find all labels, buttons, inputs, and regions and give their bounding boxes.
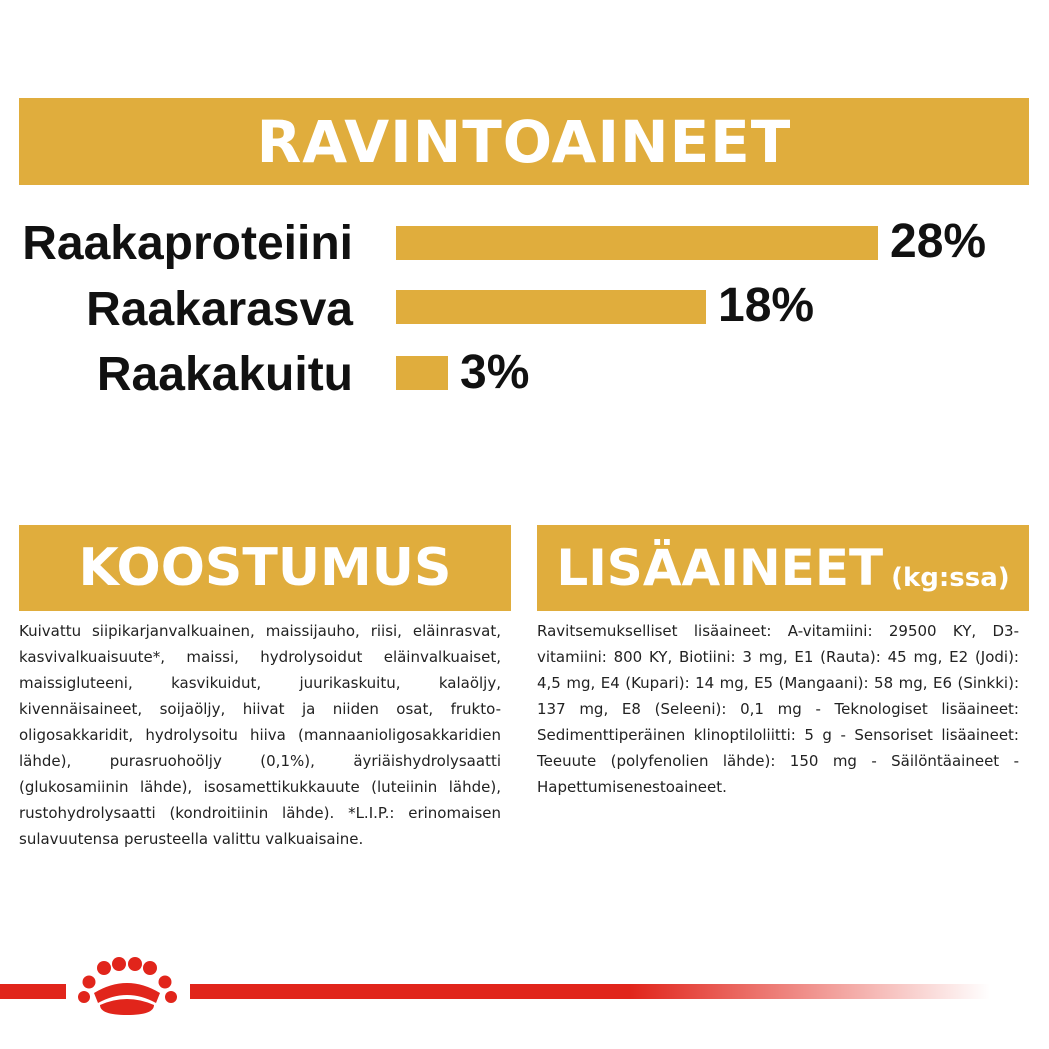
composition-title: KOOSTUMUS (78, 538, 452, 598)
nutrient-bar-protein (396, 226, 878, 260)
crown-logo-icon (72, 955, 184, 1017)
composition-text: Kuivattu siipikarjanvalkuainen, maissijauho, riisi, eläinrasvat, kasvivalkuaisuute*, maissi, hydrolysoidut eläinvalkuaiset, maissigluteeni, kasvikuidut, juurikaskuitu, kalaöljy, kivennäisaineet, soijaöljy, hiivat ja niiden osat, frukto-oligosakkaridit, hydrolysoitu hiiva (mannaanioligosakkaridien lähde), purasruohoöljy (0,1%), äyriäishydrolysaatti (glukosamiinin lähde), isosamettikukkauute (luteiinin lähde), rustohydrolysaatti (kondroitiinin lähde). *L.I.P.: erinomaisen sulavuutensa perusteella valittu valkuaisaine. (19, 622, 501, 848)
nutrients-title: RAVINTOAINEET (256, 107, 792, 176)
nutrient-label-protein: Raakaproteiini (22, 217, 353, 270)
nutrient-label-fat: Raakarasva (86, 283, 353, 336)
additives-title: LISÄAINEET (556, 539, 884, 597)
nutrient-percent-fat: 18% (718, 279, 815, 332)
nutrient-bar-fiber (396, 356, 448, 390)
brand-line-right (190, 984, 990, 999)
nutrient-bar-fat (396, 290, 706, 324)
additives-text: Ravitsemukselliset lisäaineet: A-vitamiini: 29500 KY, D3-vitamiini: 800 KY, Biotiini: 3 mg, E1 (Rauta): 45 mg, E2 (Jodi): 4,5 mg, E4 (Kupari): 14 mg, E5 (Mangaani): 58 mg, E6 (Sinkki): 137 mg, E8 (Seleeni): 0,1 mg - Teknologiset lisäaineet: Sedimenttiperäinen klinoptiloliitti: 5 g - Sensoriset lisäaineet: Teeuute (polyfenolien lähde): 150 mg - Säilöntäaineet - Hapettumisenestoaineet. (537, 622, 1019, 796)
additives-unit: (kg:ssa) (891, 563, 1010, 593)
nutrient-percent-protein: 28% (890, 215, 987, 268)
nutrient-percent-fiber: 3% (460, 346, 530, 399)
nutrient-label-fiber: Raakakuitu (96, 348, 353, 401)
nutrients-header-banner (19, 98, 1029, 185)
brand-line-left (0, 984, 66, 999)
composition-header-banner (19, 525, 511, 611)
additives-header-banner (537, 525, 1029, 611)
